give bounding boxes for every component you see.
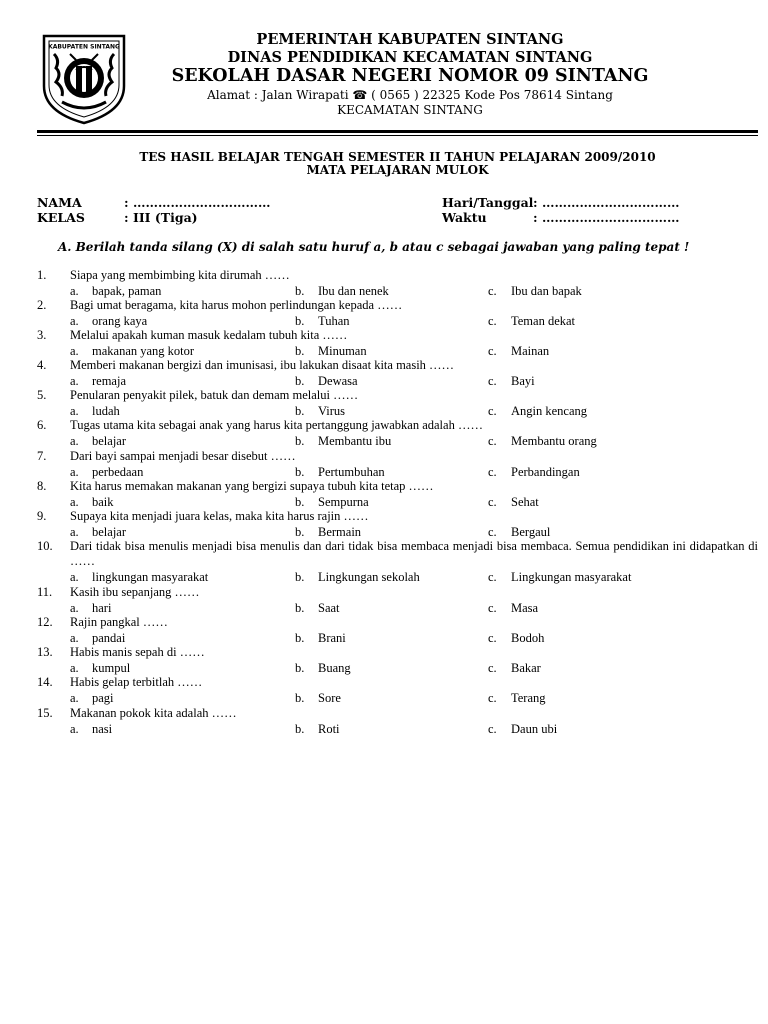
- option-letter: a.: [70, 495, 79, 509]
- option-letter: a.: [70, 631, 79, 645]
- option-text: lingkungan masyarakat: [92, 570, 209, 584]
- question-text: Tugas utama kita sebagai anak yang harus kita pertanggung jawabkan adalah ……: [70, 418, 483, 432]
- option-letter: b.: [295, 404, 305, 418]
- option-text: Bakar: [511, 661, 541, 675]
- option-letter: b.: [295, 344, 305, 358]
- exam-subject: MATA PELAJARAN MULOK: [306, 163, 489, 177]
- option-text: Bayi: [511, 374, 535, 388]
- option-text: Masa: [511, 601, 539, 615]
- option-letter: c.: [488, 314, 497, 328]
- question-text: Dari tidak bisa menulis menjadi bisa menulis dan dari tidak bisa membaca menjadi bisa membaca. Semua pendidikan ini didapatkan di ……: [70, 539, 758, 568]
- option-text: Perbandingan: [511, 465, 580, 479]
- option-text: Mainan: [511, 344, 550, 358]
- option-letter: a.: [70, 691, 79, 705]
- option-letter: b.: [295, 495, 305, 509]
- option-letter: a.: [70, 525, 79, 539]
- option-text: ludah: [92, 404, 120, 418]
- option-letter: b.: [295, 284, 305, 298]
- question-number: 4.: [37, 358, 47, 372]
- question-number: 8.: [37, 479, 47, 493]
- option-text: Terang: [511, 691, 546, 705]
- option-letter: b.: [295, 661, 305, 675]
- svg-text:KABUPATEN SINTANG: KABUPATEN SINTANG: [48, 43, 120, 51]
- option-text: Membantu orang: [511, 434, 597, 448]
- option-text: hari: [92, 601, 112, 615]
- option-text: Teman dekat: [511, 314, 576, 328]
- option-letter: c.: [488, 404, 497, 418]
- option-letter: c.: [488, 284, 497, 298]
- option-text: pandai: [92, 631, 126, 645]
- option-letter: a.: [70, 314, 79, 328]
- option-letter: c.: [488, 465, 497, 479]
- option-letter: c.: [488, 631, 497, 645]
- question-text: Siapa yang membimbing kita dirumah ……: [70, 268, 290, 282]
- option-text: bapak, paman: [92, 284, 162, 298]
- question-text: Memberi makanan bergizi dan imunisasi, ibu lakukan disaat kita masih ……: [70, 358, 455, 372]
- option-text: Sempurna: [318, 495, 369, 509]
- option-letter: b.: [295, 631, 305, 645]
- header-address: Alamat : Jalan Wirapati ☎ ( 0565 ) 22325 Kode Pos 78614 Sintang: [207, 88, 613, 102]
- option-text: Brani: [318, 631, 346, 645]
- question-text: Habis manis sepah di ……: [70, 645, 205, 659]
- option-letter: c.: [488, 601, 497, 615]
- option-letter: b.: [295, 570, 305, 584]
- question-number: 15.: [37, 706, 53, 720]
- question-text: Supaya kita menjadi juara kelas, maka kita harus rajin ……: [70, 509, 369, 523]
- question-number: 6.: [37, 418, 47, 432]
- question-text: Habis gelap terbitlah ……: [70, 675, 203, 689]
- hari-tanggal-label: Hari/Tanggal: [442, 195, 534, 210]
- question-number: 5.: [37, 388, 47, 402]
- option-text: remaja: [92, 374, 127, 388]
- option-text: Membantu ibu: [318, 434, 392, 448]
- question-number: 13.: [37, 645, 53, 659]
- option-text: Tuhan: [318, 314, 350, 328]
- question-text: Melalui apakah kuman masuk kedalam tubuh kita ……: [70, 328, 348, 342]
- nama-field[interactable]: : ……………………………: [124, 195, 271, 210]
- option-letter: a.: [70, 570, 79, 584]
- option-letter: a.: [70, 404, 79, 418]
- option-letter: b.: [295, 434, 305, 448]
- option-text: makanan yang kotor: [92, 344, 195, 358]
- question-number: 9.: [37, 509, 47, 523]
- question-text: Rajin pangkal ……: [70, 615, 168, 629]
- option-text: perbedaan: [92, 465, 144, 479]
- option-letter: a.: [70, 344, 79, 358]
- option-letter: c.: [488, 722, 497, 736]
- option-letter: a.: [70, 284, 79, 298]
- option-letter: c.: [488, 344, 497, 358]
- option-letter: b.: [295, 465, 305, 479]
- header-divider-thick: [37, 130, 758, 133]
- question-number: 2.: [37, 298, 47, 312]
- option-letter: c.: [488, 570, 497, 584]
- option-letter: c.: [488, 495, 497, 509]
- instruction: A. Berilah tanda silang (X) di salah satu huruf a, b atau c sebagai jawaban yang paling tepat !: [58, 240, 690, 254]
- option-letter: b.: [295, 601, 305, 615]
- option-text: Minuman: [318, 344, 367, 358]
- option-text: Bermain: [318, 525, 362, 539]
- option-letter: a.: [70, 722, 79, 736]
- header-school-name: SEKOLAH DASAR NEGERI NOMOR 09 SINTANG: [171, 66, 649, 86]
- option-text: Virus: [318, 404, 346, 418]
- question-text: Kita harus memakan makanan yang bergizi supaya tubuh kita tetap ……: [70, 479, 434, 493]
- option-text: Lingkungan masyarakat: [511, 570, 632, 584]
- question-number: 12.: [37, 615, 53, 629]
- header-district: KECAMATAN SINTANG: [337, 103, 483, 117]
- option-text: Roti: [318, 722, 340, 736]
- question-number: 10.: [37, 539, 53, 553]
- kelas-value: : III (Tiga): [124, 210, 198, 225]
- option-text: belajar: [92, 525, 127, 539]
- option-letter: a.: [70, 661, 79, 675]
- option-text: Saat: [318, 601, 340, 615]
- question-text: Dari bayi sampai menjadi besar disebut ……: [70, 449, 296, 463]
- option-text: Dewasa: [318, 374, 358, 388]
- option-letter: b.: [295, 374, 305, 388]
- nama-label: NAMA: [37, 195, 82, 210]
- option-text: Daun ubi: [511, 722, 558, 736]
- option-text: kumpul: [92, 661, 131, 675]
- option-text: Pertumbuhan: [318, 465, 385, 479]
- option-text: Bodoh: [511, 631, 545, 645]
- question-number: 1.: [37, 268, 47, 282]
- question-number: 11.: [37, 585, 53, 599]
- kelas-label: KELAS: [37, 210, 85, 225]
- option-text: Angin kencang: [511, 404, 588, 418]
- option-text: Sore: [318, 691, 341, 705]
- option-letter: a.: [70, 374, 79, 388]
- option-letter: b.: [295, 525, 305, 539]
- header-government: PEMERINTAH KABUPATEN SINTANG: [256, 31, 564, 48]
- exam-title: TES HASIL BELAJAR TENGAH SEMESTER II TAHUN PELAJARAN 2009/2010: [139, 150, 656, 164]
- option-letter: b.: [295, 691, 305, 705]
- option-letter: b.: [295, 314, 305, 328]
- question-text: Penularan penyakit pilek, batuk dan demam melalui ……: [70, 388, 359, 402]
- option-text: Lingkungan sekolah: [318, 570, 420, 584]
- option-letter: a.: [70, 465, 79, 479]
- option-text: baik: [92, 495, 114, 509]
- waktu-field[interactable]: : ……………………………: [533, 210, 680, 225]
- header-department: DINAS PENDIDIKAN KECAMATAN SINTANG: [227, 49, 593, 66]
- waktu-label: Waktu: [442, 210, 487, 225]
- question-number: 3.: [37, 328, 47, 342]
- option-letter: a.: [70, 601, 79, 615]
- hari-tanggal-field[interactable]: : ……………………………: [533, 195, 680, 210]
- option-text: Sehat: [511, 495, 539, 509]
- option-text: orang kaya: [92, 314, 148, 328]
- option-letter: a.: [70, 434, 79, 448]
- kabupaten-sintang-logo: [40, 30, 128, 126]
- option-text: pagi: [92, 691, 114, 705]
- question-number: 7.: [37, 449, 47, 463]
- option-text: Buang: [318, 661, 351, 675]
- question-text: Makanan pokok kita adalah ……: [70, 706, 237, 720]
- option-letter: c.: [488, 661, 497, 675]
- option-letter: c.: [488, 374, 497, 388]
- question-text: Kasih ibu sepanjang ……: [70, 585, 200, 599]
- option-letter: b.: [295, 722, 305, 736]
- question-text: Bagi umat beragama, kita harus mohon perlindungan kepada ……: [70, 298, 403, 312]
- option-text: belajar: [92, 434, 127, 448]
- option-letter: c.: [488, 691, 497, 705]
- option-text: Ibu dan bapak: [511, 284, 582, 298]
- option-letter: c.: [488, 525, 497, 539]
- header-divider-thin: [37, 135, 758, 136]
- option-letter: c.: [488, 434, 497, 448]
- question-number: 14.: [37, 675, 53, 689]
- option-text: Bergaul: [511, 525, 551, 539]
- option-text: nasi: [92, 722, 113, 736]
- option-text: Ibu dan nenek: [318, 284, 389, 298]
